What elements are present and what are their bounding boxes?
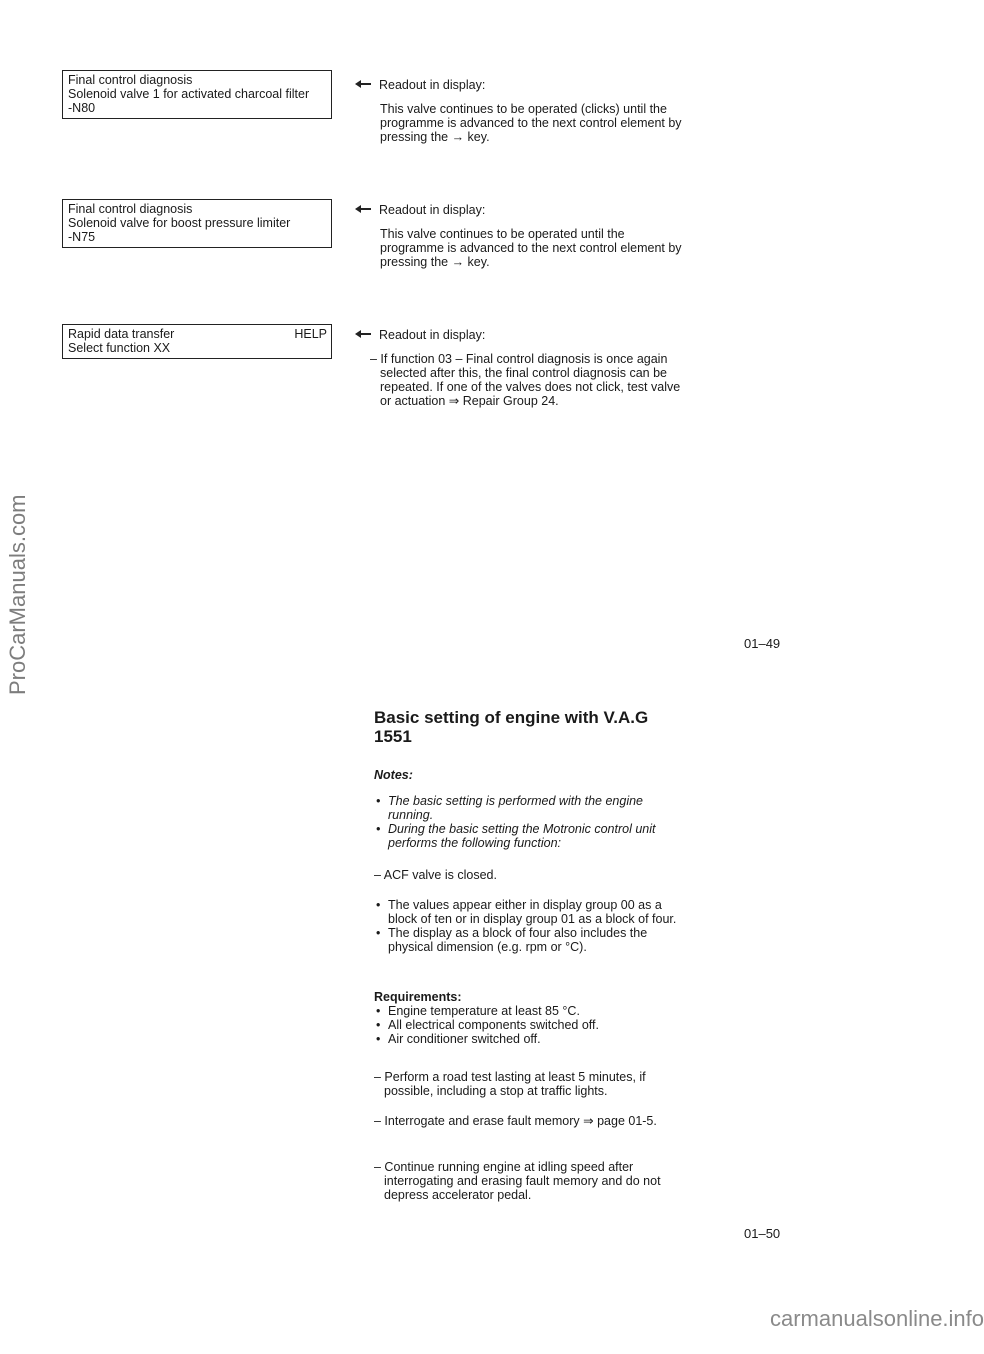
page-title: Basic setting of engine with V.A.G 1551	[374, 708, 649, 746]
list-item: • Engine temperature at least 85 °C.	[374, 1004, 684, 1018]
list-item: • The basic setting is performed with the engine running.	[374, 794, 684, 822]
page-number: 01–50	[744, 1226, 781, 1241]
display-line: -N75	[68, 230, 96, 244]
display-line: Final control diagnosis	[68, 73, 193, 87]
arrow-left-icon	[358, 333, 371, 335]
list-item: • The display as a block of four also includes the physical dimension (e.g. rpm or °C).	[374, 926, 684, 954]
requirements-list	[374, 1004, 684, 1046]
display-box-n80	[62, 70, 332, 119]
display-box-rapid	[62, 324, 332, 359]
step-interrogate: – Interrogate and erase fault memory ⇒ page 01-5.	[374, 1114, 657, 1128]
list-item: • The values appear either in display group 00 as a block of ten or in display group 01 as a block of four.	[374, 898, 684, 926]
notes-list	[374, 794, 684, 850]
section-text: This valve continues to be operated until the programme is advanced to the next control element by pressing the → key.	[380, 227, 682, 269]
section-text: This valve continues to be operated (clicks) until the programme is advanced to the next control element by pressing the → key.	[380, 102, 682, 144]
arrow-left-icon	[358, 208, 371, 210]
list-item: • During the basic setting the Motronic control unit performs the following function:	[374, 822, 684, 850]
display-line: -N80	[68, 101, 96, 115]
section-n80	[358, 78, 688, 144]
display-line: Rapid data transfer	[68, 327, 175, 341]
list-item: • Air conditioner switched off.	[374, 1032, 684, 1046]
notes-label: Notes:	[374, 768, 413, 782]
arrow-left-icon	[358, 83, 371, 85]
page-number: 01–49	[744, 636, 781, 651]
display-line: Solenoid valve 1 for activated charcoal filter	[68, 87, 310, 101]
requirements-label: Requirements:	[374, 990, 462, 1004]
readout-label: Readout in display:	[379, 328, 486, 342]
display-box-n75	[62, 199, 332, 248]
acf-line: – ACF valve is closed.	[374, 868, 497, 882]
display-help: HELP	[294, 327, 327, 341]
display-line: Select function XX	[68, 341, 171, 355]
sidebar-watermark: ProCarManuals.com	[5, 494, 30, 695]
section-text: – If function 03 – Final control diagnosis is once again selected after this, the final control diagnosis can be repeated. If one of the valves does not click, test valve or actuation ⇒ Repair Group 24.	[370, 352, 681, 408]
readout-label: Readout in display:	[379, 78, 486, 92]
section-n75	[358, 203, 688, 269]
readout-label: Readout in display:	[379, 203, 486, 217]
display-line: Final control diagnosis	[68, 202, 193, 216]
values-list	[374, 898, 684, 954]
display-line: Solenoid valve for boost pressure limiter	[68, 216, 291, 230]
list-item: • All electrical components switched off.	[374, 1018, 684, 1032]
step-continue: – Continue running engine at idling speed after interrogating and erasing fault memory and do not depress accelerator pedal.	[374, 1160, 661, 1202]
section-rapid	[358, 328, 688, 408]
footer-watermark: carmanualsonline.info	[770, 1306, 984, 1331]
step-road-test: – Perform a road test lasting at least 5 minutes, if possible, including a stop at traffic lights.	[374, 1070, 646, 1098]
